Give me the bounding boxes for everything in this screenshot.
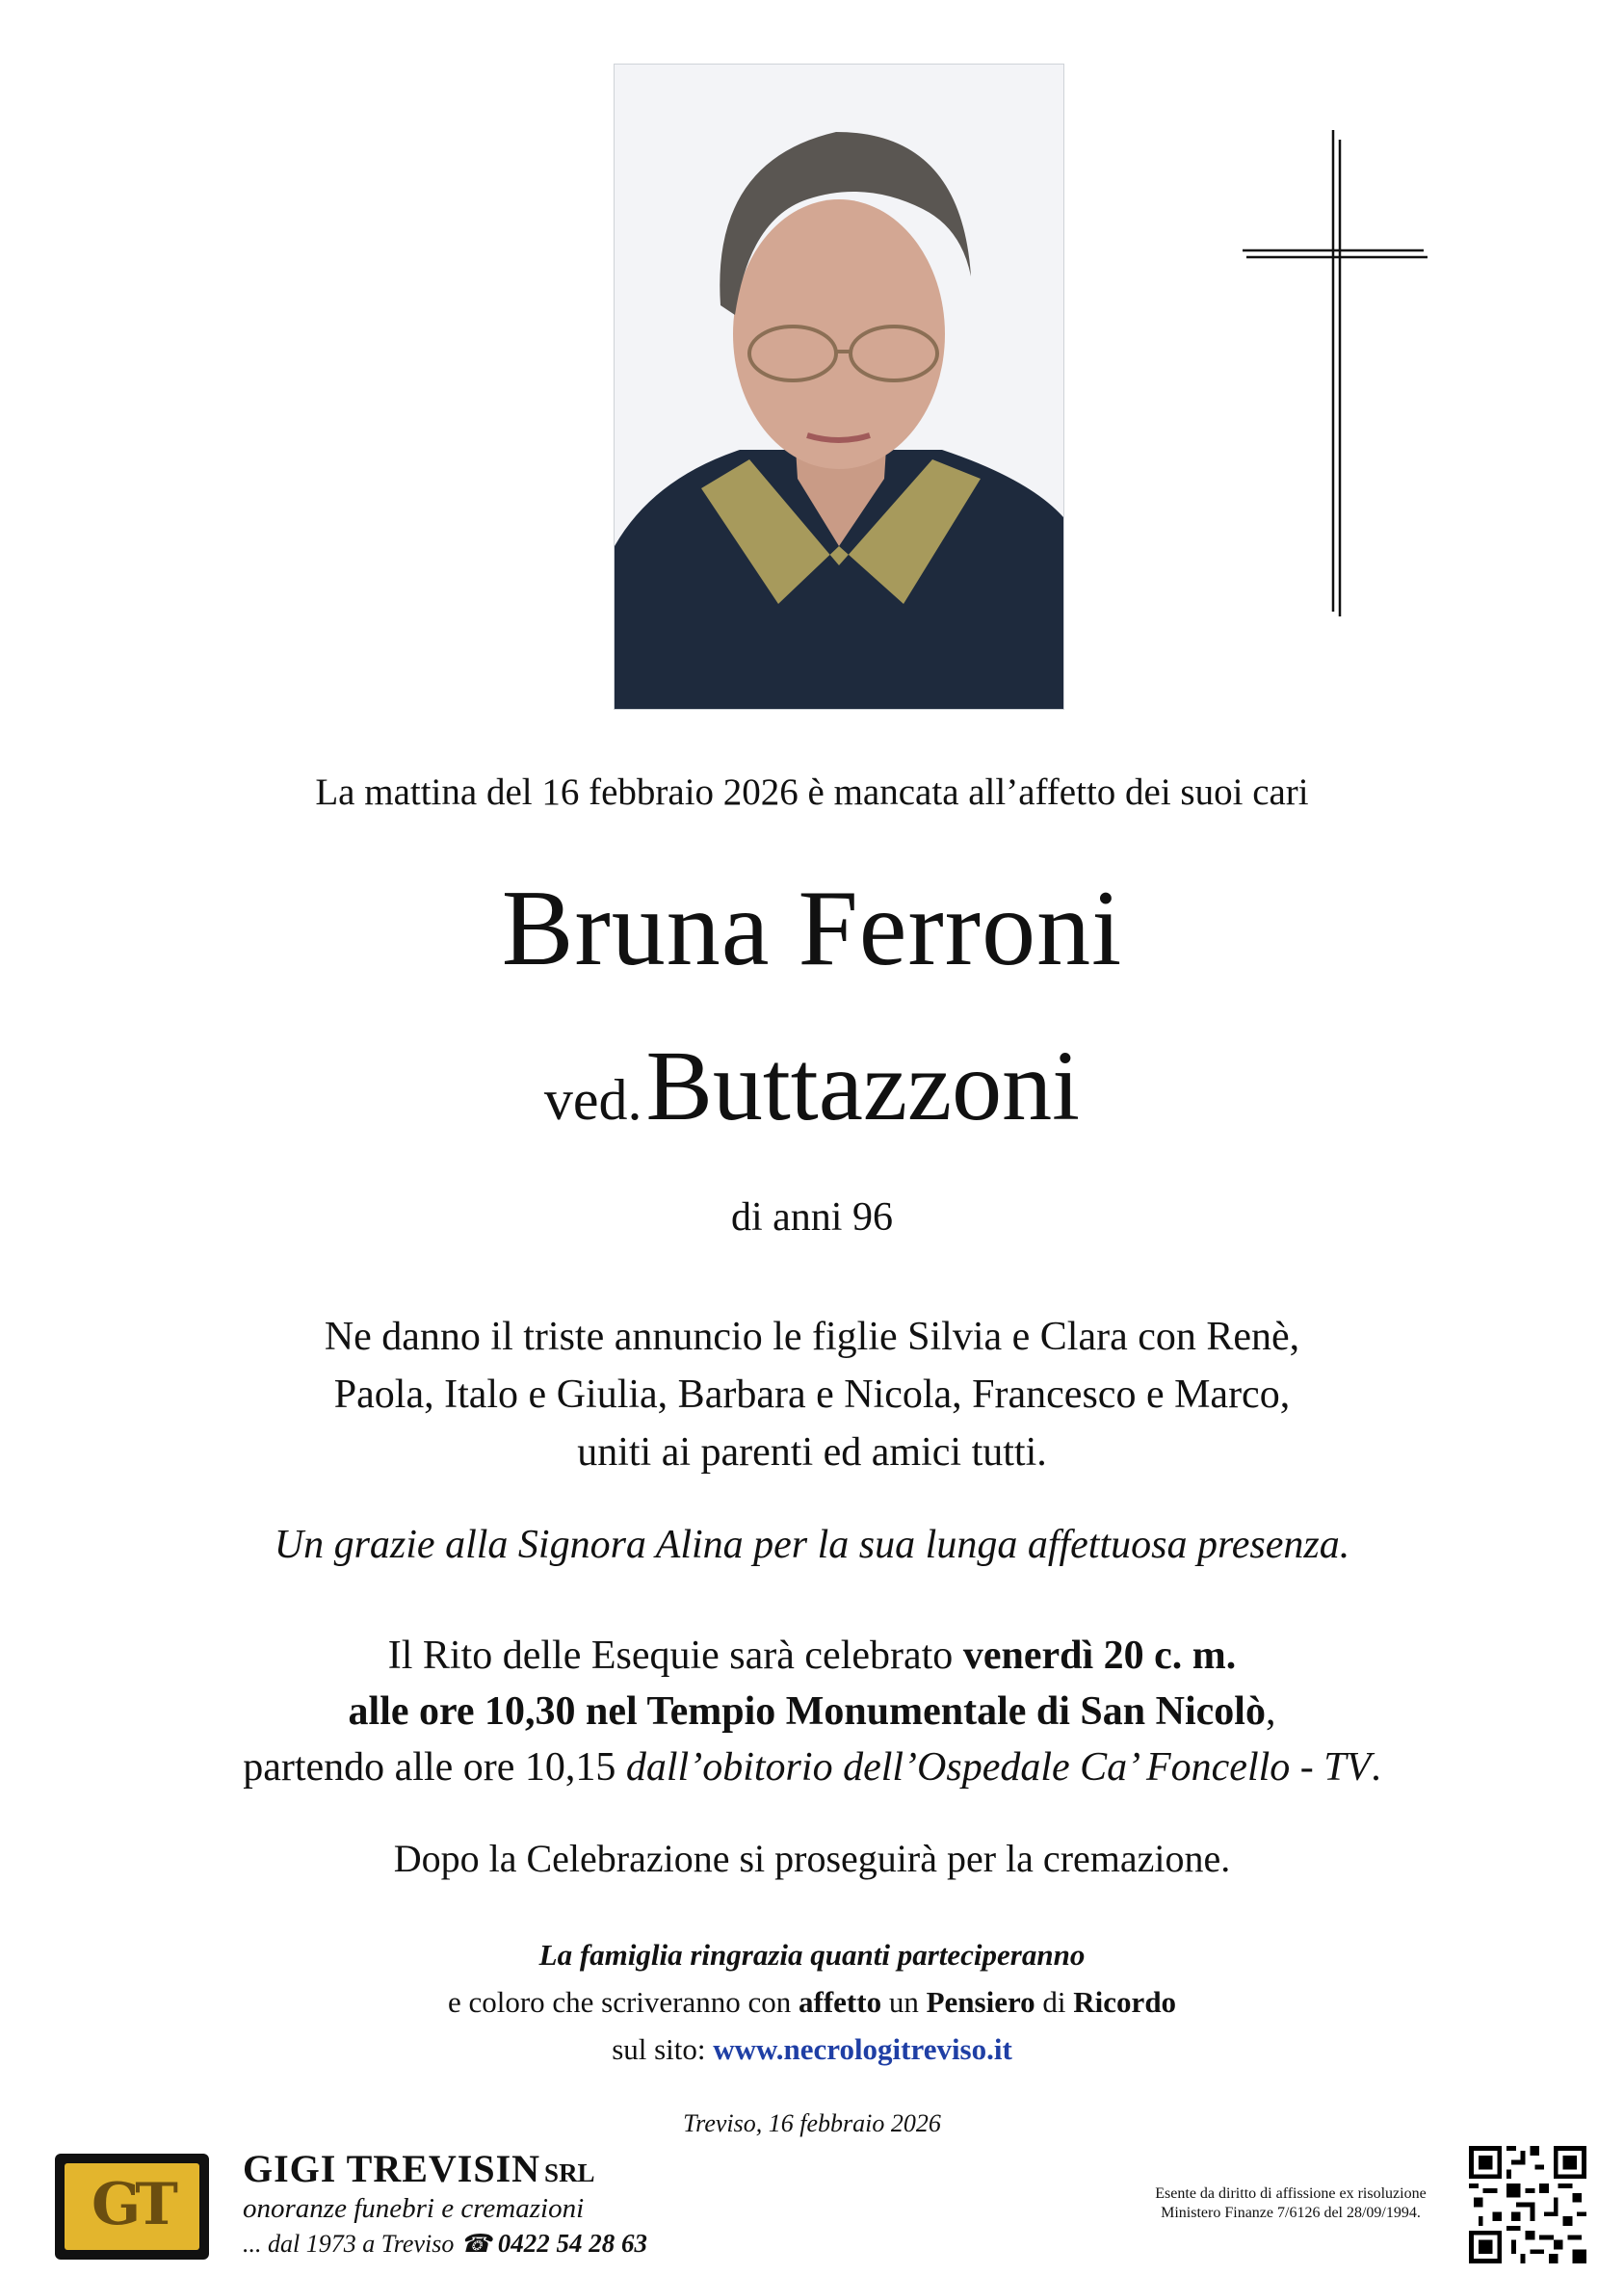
thanks-text: Un grazie alla Signora Alina per la sua lunga affettuosa presenza. — [274, 1523, 1350, 1567]
widow-surname: Buttazzoni — [645, 1031, 1081, 1141]
family-line-2 — [0, 1978, 1624, 2026]
funeral-rite — [0, 1628, 1624, 1795]
company-name: GIGI TREVISIN — [243, 2147, 541, 2190]
company-since-line — [243, 2229, 647, 2259]
rite-text: partendo alle ore 10,15 — [243, 1745, 626, 1790]
text: sul sito: — [612, 2032, 714, 2066]
rite-text: Il Rito delle Esequie sarà celebrato — [387, 1634, 963, 1678]
rite-departure: dall’obitorio dell’Ospedale Ca’ Foncello - TV — [625, 1745, 1372, 1790]
rite-line-2 — [0, 1684, 1624, 1739]
rite-time-place: alle ore 10,30 nel Tempio Monumentale di San Nicolò — [348, 1689, 1266, 1734]
rite-line-1 — [0, 1628, 1624, 1684]
announcement-line: uniti ai parenti ed amici tutti. — [577, 1430, 1047, 1475]
date-place: Treviso, 16 febbraio 2026 — [683, 2109, 941, 2137]
family-line-1: La famiglia ringrazia quanti parteciperanno — [538, 1938, 1086, 1972]
rite-date: venerdì 20 c. m. — [962, 1634, 1237, 1678]
exemption-line: Ministero Finanze 7/6126 del 28/09/1994. — [1161, 2205, 1421, 2221]
company-suffix: SRL — [544, 2158, 595, 2187]
family-thanks — [0, 1931, 1624, 2073]
rite-punct: . — [1371, 1745, 1381, 1790]
age-text: di anni 96 — [731, 1195, 893, 1240]
deceased-name: Bruna Ferroni — [501, 869, 1123, 988]
rite-line-3 — [0, 1739, 1624, 1795]
cross-icon — [1243, 130, 1435, 616]
intro-text: La mattina del 16 febbraio 2026 è mancata all’affetto dei suoi cari — [315, 771, 1309, 813]
exemption-note — [1117, 2184, 1464, 2223]
widow-line — [0, 1029, 1624, 1143]
company-tagline: onoranze funebri e cremazioni — [243, 2193, 585, 2224]
widow-prefix: ved. — [543, 1068, 642, 1132]
announcement — [0, 1308, 1624, 1481]
company-info — [243, 2146, 647, 2259]
family-line-3 — [0, 2026, 1624, 2073]
logo-text: GT — [92, 2171, 172, 2238]
company-since: ... dal 1973 a Treviso — [243, 2230, 455, 2258]
announcement-line: Paola, Italo e Giulia, Barbara e Nicola, Francesco e Marco, — [333, 1373, 1291, 1417]
portrait-photo — [614, 64, 1064, 710]
text-bold: Ricordo — [1073, 1985, 1177, 2019]
rite-punct: , — [1265, 1689, 1276, 1734]
company-phone: 0422 54 28 63 — [497, 2229, 647, 2258]
text: un — [881, 1985, 927, 2019]
phone-icon: ☎ — [459, 2230, 492, 2258]
text-bold: Pensiero — [926, 1985, 1035, 2019]
qr-code-icon[interactable] — [1469, 2146, 1586, 2263]
exemption-line: Esente da diritto di affissione ex risoluzione — [1155, 2185, 1427, 2202]
announcement-line: Ne danno il triste annuncio le figlie Silvia e Clara con Renè, — [324, 1315, 1300, 1359]
text: e coloro che scriveranno con — [447, 1985, 799, 2019]
website-link[interactable]: www.necrologitreviso.it — [713, 2032, 1012, 2066]
company-logo — [55, 2154, 209, 2260]
cremation-text: Dopo la Celebrazione si proseguirà per la cremazione. — [393, 1837, 1231, 1880]
text: di — [1035, 1985, 1074, 2019]
text-bold: affetto — [799, 1985, 882, 2019]
